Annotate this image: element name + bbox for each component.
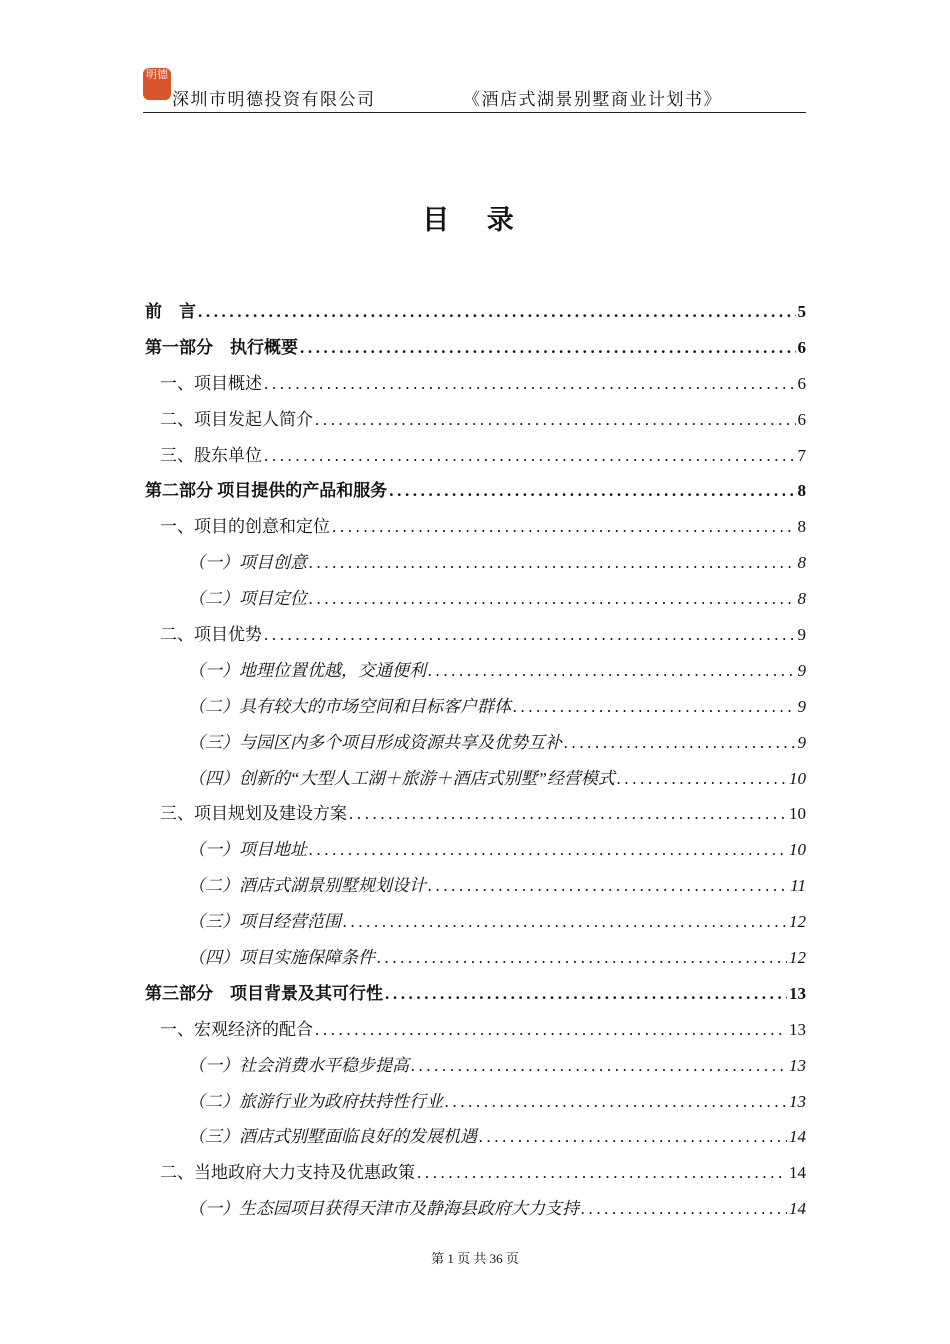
- toc-entry-label: 一、宏观经济的配合: [160, 1019, 313, 1039]
- toc-entry-label: （一）社会消费水平稳步提高: [188, 1055, 409, 1075]
- toc-entry-label: （三）与园区内多个项目形成资源共享及优势互补: [188, 732, 562, 752]
- toc-leader-dots: [343, 912, 787, 932]
- toc-leader-dots: [389, 481, 795, 501]
- toc-leader-dots: [309, 589, 796, 609]
- toc-entry[interactable]: [145, 1158, 806, 1194]
- toc-entry-label: （二）项目定位: [188, 589, 307, 609]
- toc-entry-page: 13: [789, 983, 806, 1003]
- toc-entry-page: 14: [789, 1163, 806, 1183]
- toc-entry-page: 7: [797, 445, 806, 465]
- toc-entry[interactable]: [145, 1194, 806, 1230]
- company-name: 深圳市明德投资有限公司: [172, 90, 376, 109]
- toc-entry-page: 8: [797, 481, 806, 501]
- toc-leader-dots: [315, 1020, 787, 1040]
- toc-entry[interactable]: [145, 297, 806, 333]
- toc-entry[interactable]: [145, 692, 806, 728]
- toc-entry[interactable]: [145, 871, 806, 907]
- toc-entry-page: 8: [797, 553, 806, 573]
- toc-entry[interactable]: [145, 333, 806, 369]
- toc-entry-page: 6: [797, 337, 806, 357]
- toc-entry-label: （二）旅游行业为政府扶持性行业: [188, 1091, 443, 1111]
- toc-entry-label: （一）地理位置优越，交通便利: [188, 660, 426, 680]
- toc-entry[interactable]: [145, 405, 806, 441]
- toc-entry-label: （一）项目地址: [188, 840, 307, 860]
- toc-leader-dots: [385, 984, 787, 1004]
- toc-entry-label: 第三部分 项目背景及其可行性: [145, 983, 383, 1003]
- toc-entry-label: （一）生态园项目获得天津市及静海县政府大力支持: [188, 1199, 579, 1219]
- toc-leader-dots: [411, 1056, 787, 1076]
- toc-leader-dots: [513, 697, 796, 717]
- toc-entry-label: （四）创新的“大型人工湖＋旅游＋酒店式别墅”经营模式: [188, 768, 615, 788]
- toc-entry-page: 14: [789, 1199, 806, 1219]
- toc-leader-dots: [417, 1163, 787, 1183]
- toc-entry-page: 6: [797, 409, 806, 429]
- toc-entry-label: 一、项目的创意和定位: [160, 517, 330, 537]
- toc-entry-page: 6: [797, 373, 806, 393]
- toc-leader-dots: [564, 733, 796, 753]
- document-title: 《酒店式湖景别墅商业计划书》: [463, 90, 722, 109]
- toc-entry-page: 8: [797, 517, 806, 537]
- toc-leader-dots: [198, 302, 796, 322]
- toc-leader-dots: [428, 876, 788, 896]
- toc-entry-page: 10: [789, 804, 806, 824]
- toc-entry-label: 一、项目概述: [160, 373, 262, 393]
- toc-entry-page: 8: [797, 589, 806, 609]
- toc-entry[interactable]: [145, 728, 806, 764]
- toc-entry[interactable]: [145, 548, 806, 584]
- toc-leader-dots: [264, 446, 796, 466]
- toc-entry-page: 9: [797, 625, 806, 645]
- toc-entry-label: 三、股东单位: [160, 445, 262, 465]
- toc-entry[interactable]: [145, 907, 806, 943]
- toc-entry-label: 二、项目优势: [160, 625, 262, 645]
- toc-entry[interactable]: [145, 799, 806, 835]
- table-of-contents: [145, 297, 806, 1230]
- toc-entry[interactable]: [145, 1015, 806, 1051]
- toc-entry-page: 9: [797, 696, 806, 716]
- toc-entry-page: 5: [797, 302, 806, 321]
- toc-entry-page: 9: [797, 732, 806, 752]
- toc-entry[interactable]: [145, 620, 806, 656]
- toc-entry[interactable]: [145, 835, 806, 871]
- toc-entry-page: 12: [789, 912, 806, 932]
- toc-entry[interactable]: [145, 656, 806, 692]
- toc-leader-dots: [428, 661, 796, 681]
- toc-entry[interactable]: [145, 979, 806, 1015]
- toc-entry-label: （二）酒店式湖景别墅规划设计: [188, 876, 426, 896]
- toc-leader-dots: [309, 553, 796, 573]
- toc-entry-page: 14: [789, 1127, 806, 1147]
- toc-entry-page: 13: [789, 1019, 806, 1039]
- toc-entry-label: 三、项目规划及建设方案: [160, 804, 347, 824]
- toc-entry-page: 10: [789, 768, 806, 788]
- toc-leader-dots: [581, 1199, 787, 1219]
- toc-entry[interactable]: [145, 584, 806, 620]
- toc-leader-dots: [377, 948, 787, 968]
- toc-heading: 目 录: [422, 205, 528, 236]
- toc-leader-dots: [445, 1092, 787, 1112]
- toc-entry-page: 10: [789, 840, 806, 860]
- toc-leader-dots: [349, 804, 787, 824]
- toc-entry-label: 二、项目发起人简介: [160, 409, 313, 429]
- toc-entry-label: 前 言: [145, 302, 196, 321]
- toc-entry-label: （二）具有较大的市场空间和目标客户群体: [188, 696, 511, 716]
- toc-entry[interactable]: [145, 441, 806, 477]
- toc-entry-label: （四）项目实施保障条件: [188, 948, 375, 968]
- toc-entry[interactable]: [145, 764, 806, 800]
- page-footer: 第 1 页 共 36 页: [431, 1251, 519, 1266]
- toc-entry-page: 13: [789, 1055, 806, 1075]
- toc-entry-page: 13: [789, 1091, 806, 1111]
- toc-leader-dots: [617, 769, 787, 789]
- toc-entry[interactable]: [145, 476, 806, 512]
- toc-leader-dots: [309, 840, 787, 860]
- company-logo-seal: 明德: [143, 68, 171, 100]
- toc-leader-dots: [315, 410, 796, 430]
- toc-entry[interactable]: [145, 512, 806, 548]
- toc-leader-dots: [264, 374, 796, 394]
- toc-leader-dots: [479, 1127, 787, 1147]
- toc-entry-label: 第一部分 执行概要: [145, 337, 298, 357]
- page-header: [143, 68, 806, 113]
- toc-entry[interactable]: [145, 1051, 806, 1087]
- toc-entry[interactable]: [145, 369, 806, 405]
- toc-leader-dots: [300, 338, 796, 358]
- toc-entry-page: 9: [797, 660, 806, 680]
- toc-entry[interactable]: [145, 1122, 806, 1158]
- toc-entry-page: 11: [790, 876, 806, 896]
- toc-entry-page: 12: [789, 948, 806, 968]
- toc-entry[interactable]: [145, 1087, 806, 1123]
- toc-entry[interactable]: [145, 943, 806, 979]
- toc-leader-dots: [332, 517, 796, 537]
- toc-entry-label: 二、当地政府大力支持及优惠政策: [160, 1163, 415, 1183]
- toc-entry-label: （三）项目经营范围: [188, 912, 341, 932]
- toc-entry-label: （三）酒店式别墅面临良好的发展机遇: [188, 1127, 477, 1147]
- toc-entry-label: （一）项目创意: [188, 553, 307, 573]
- toc-leader-dots: [264, 625, 796, 645]
- toc-entry-label: 第二部分 项目提供的产品和服务: [145, 481, 388, 501]
